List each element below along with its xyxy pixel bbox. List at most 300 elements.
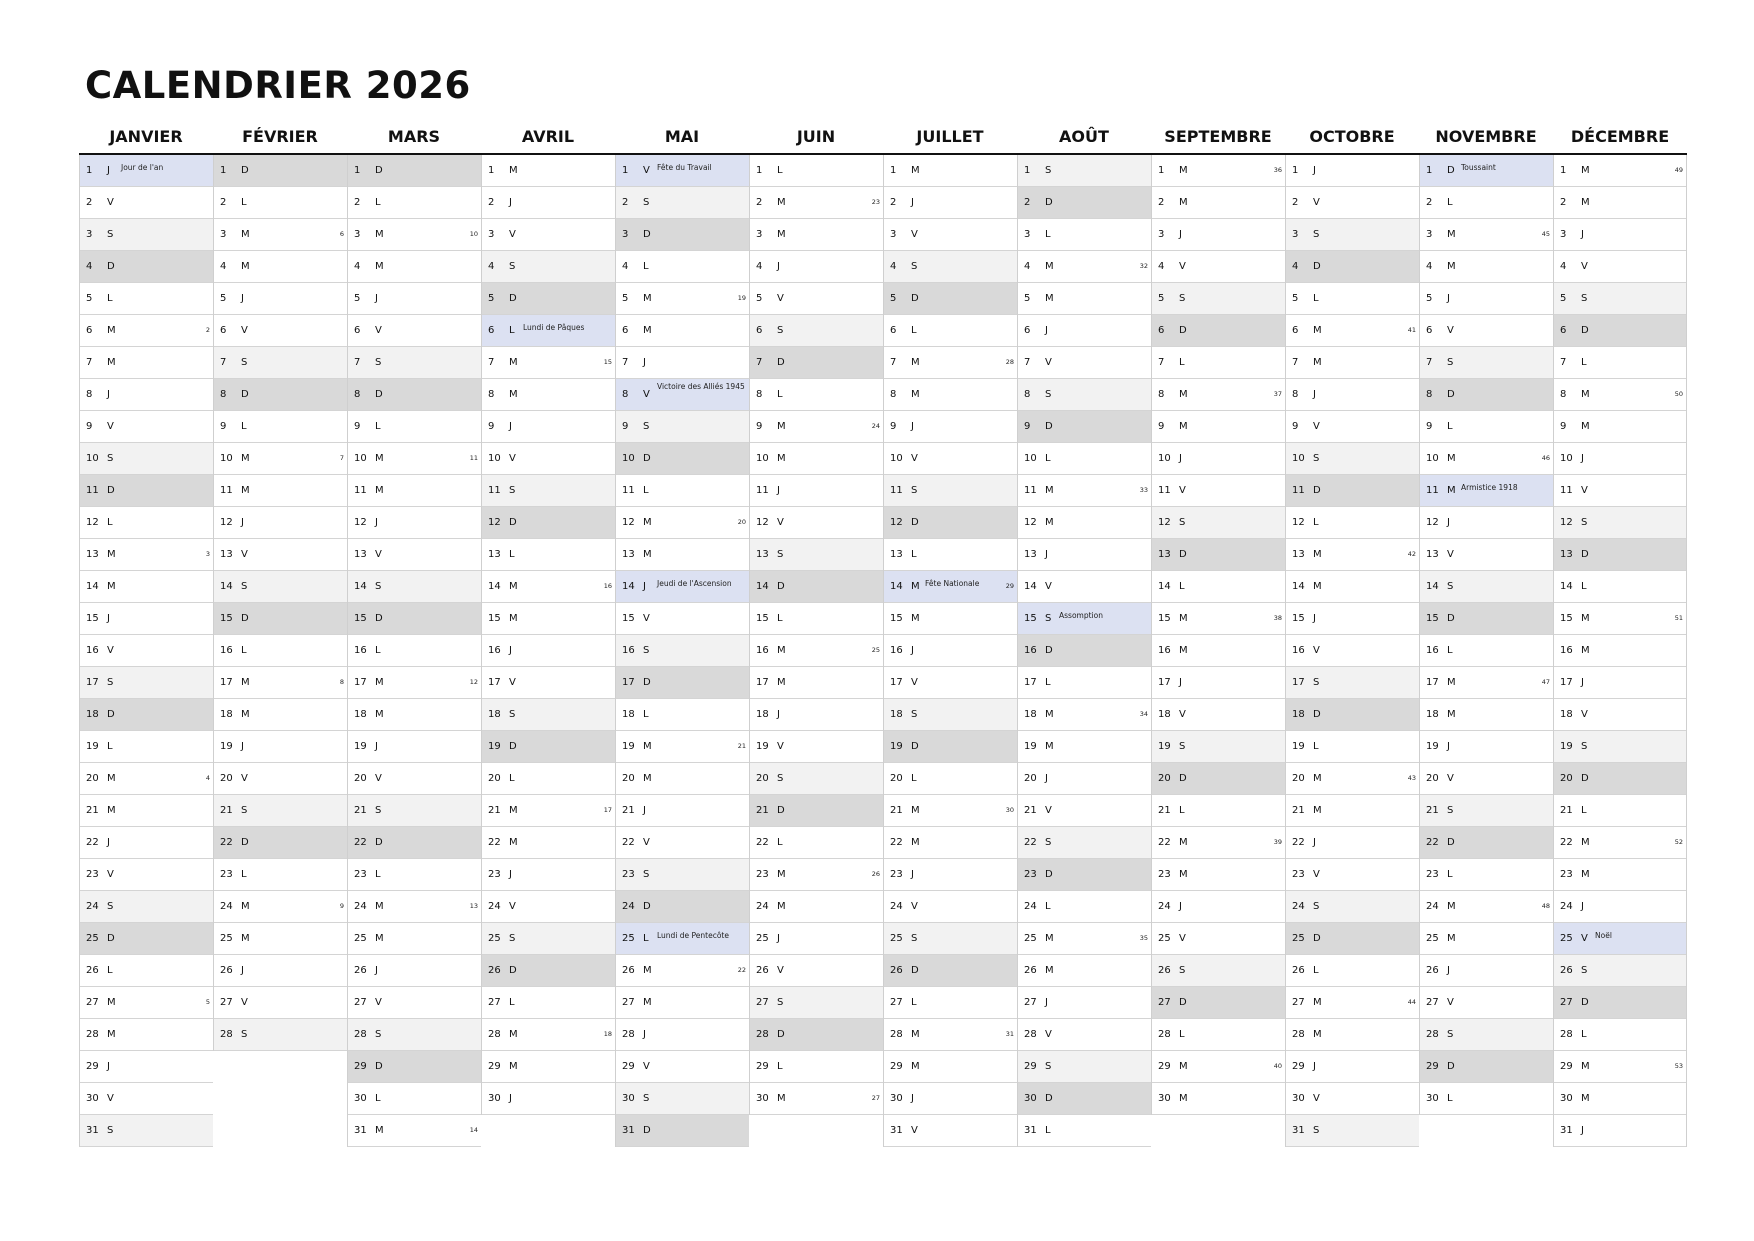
- day-cell: [1554, 507, 1686, 539]
- weekday-letter: J: [1179, 901, 1182, 912]
- day-number: 30: [86, 1093, 99, 1104]
- day-cell: [482, 187, 615, 219]
- weekday-letter: V: [1447, 549, 1454, 560]
- day-number: 27: [756, 997, 769, 1008]
- day-number: 1: [1158, 165, 1165, 176]
- day-cell: [616, 283, 749, 315]
- day-cell: [616, 379, 749, 411]
- day-number: 27: [1024, 997, 1037, 1008]
- day-cell: [1554, 795, 1686, 827]
- day-number: 5: [890, 293, 897, 304]
- weekday-letter: S: [1313, 901, 1320, 912]
- day-number: 13: [488, 549, 501, 560]
- day-cell: [1554, 283, 1686, 315]
- week-number: 26: [871, 870, 880, 878]
- weekday-letter: L: [1581, 581, 1587, 592]
- day-cell: [348, 1019, 481, 1051]
- week-number: 50: [1674, 390, 1683, 398]
- day-cell: [616, 891, 749, 923]
- day-number: 1: [86, 165, 93, 176]
- day-cell: [482, 155, 615, 187]
- day-cell: [884, 1083, 1017, 1115]
- weekday-letter: L: [509, 549, 515, 560]
- day-cell: [1420, 955, 1553, 987]
- weekday-letter: J: [1313, 165, 1316, 176]
- day-number: 14: [1426, 581, 1439, 592]
- day-number: 18: [890, 709, 903, 720]
- weekday-letter: M: [643, 965, 652, 976]
- day-cell: [1286, 763, 1419, 795]
- day-cell: [80, 827, 213, 859]
- day-cell: [80, 379, 213, 411]
- day-number: 6: [890, 325, 897, 336]
- week-number: 33: [1139, 486, 1148, 494]
- day-number: 1: [622, 165, 629, 176]
- day-number: 4: [1024, 261, 1031, 272]
- weekday-letter: S: [1313, 229, 1320, 240]
- weekday-letter: S: [911, 485, 918, 496]
- day-cell: [750, 731, 883, 763]
- day-cell: [1152, 795, 1285, 827]
- day-cell: [1554, 763, 1686, 795]
- day-number: 4: [890, 261, 897, 272]
- day-cell: [750, 635, 883, 667]
- day-number: 13: [890, 549, 903, 560]
- weekday-letter: M: [1313, 357, 1322, 368]
- weekday-letter: D: [375, 389, 383, 400]
- day-cell: [482, 667, 615, 699]
- day-number: 31: [890, 1125, 903, 1136]
- month-days: [1017, 155, 1151, 1147]
- weekday-letter: D: [1179, 549, 1187, 560]
- day-cell: [884, 859, 1017, 891]
- weekday-letter: L: [1447, 1093, 1453, 1104]
- day-number: 25: [1426, 933, 1439, 944]
- weekday-letter: S: [1447, 1029, 1454, 1040]
- day-number: 18: [1292, 709, 1305, 720]
- day-number: 8: [622, 389, 629, 400]
- day-cell: [482, 987, 615, 1019]
- month-column: [749, 120, 883, 1147]
- weekday-letter: M: [1179, 421, 1188, 432]
- day-cell: [1152, 1051, 1285, 1083]
- day-cell: [1420, 603, 1553, 635]
- weekday-letter: L: [911, 549, 917, 560]
- day-cell: [616, 1019, 749, 1051]
- day-cell: [1420, 987, 1553, 1019]
- day-cell: [1152, 443, 1285, 475]
- day-number: 17: [1292, 677, 1305, 688]
- day-cell: [884, 443, 1017, 475]
- weekday-letter: V: [777, 741, 784, 752]
- day-number: 21: [1158, 805, 1171, 816]
- month-column: [1151, 120, 1285, 1147]
- week-number: 32: [1139, 262, 1148, 270]
- day-number: 5: [1158, 293, 1165, 304]
- day-number: 8: [488, 389, 495, 400]
- day-number: 12: [622, 517, 635, 528]
- day-cell: [884, 635, 1017, 667]
- day-cell: [214, 827, 347, 859]
- weekday-letter: L: [375, 645, 381, 656]
- day-cell: [214, 891, 347, 923]
- day-number: 3: [354, 229, 361, 240]
- day-number: 7: [1158, 357, 1165, 368]
- day-cell: [482, 571, 615, 603]
- day-cell: [348, 443, 481, 475]
- weekday-letter: D: [241, 613, 249, 624]
- day-number: 27: [1292, 997, 1305, 1008]
- week-number: 27: [871, 1094, 880, 1102]
- weekday-letter: D: [375, 837, 383, 848]
- day-number: 10: [1426, 453, 1439, 464]
- month-column: [79, 120, 213, 1147]
- day-cell: [80, 603, 213, 635]
- day-number: 9: [220, 421, 227, 432]
- day-cell: [1554, 891, 1686, 923]
- weekday-letter: S: [375, 581, 382, 592]
- weekday-letter: J: [911, 1093, 914, 1104]
- week-number: 44: [1407, 998, 1416, 1006]
- day-cell: [482, 475, 615, 507]
- day-cell: [1018, 699, 1151, 731]
- day-number: 29: [1292, 1061, 1305, 1072]
- weekday-letter: M: [777, 1093, 786, 1104]
- day-cell: [80, 1083, 213, 1115]
- day-cell: [884, 699, 1017, 731]
- day-cell: [1152, 891, 1285, 923]
- month-column: [347, 120, 481, 1147]
- weekday-letter: D: [1447, 389, 1455, 400]
- day-cell: [1152, 923, 1285, 955]
- day-number: 6: [1426, 325, 1433, 336]
- day-number: 30: [1426, 1093, 1439, 1104]
- day-cell: [1018, 955, 1151, 987]
- week-number: 11: [469, 454, 478, 462]
- day-number: 16: [1024, 645, 1037, 656]
- weekday-letter: M: [643, 997, 652, 1008]
- week-number: 17: [603, 806, 612, 814]
- day-number: 10: [622, 453, 635, 464]
- day-cell: [884, 507, 1017, 539]
- weekday-letter: D: [911, 517, 919, 528]
- week-number: 34: [1139, 710, 1148, 718]
- weekday-letter: M: [107, 549, 116, 560]
- day-cell: [1152, 283, 1285, 315]
- weekday-letter: D: [509, 741, 517, 752]
- weekday-letter: D: [241, 165, 249, 176]
- day-cell: [348, 475, 481, 507]
- day-number: 11: [86, 485, 99, 496]
- day-number: 29: [756, 1061, 769, 1072]
- weekday-letter: D: [1447, 837, 1455, 848]
- weekday-letter: S: [643, 421, 650, 432]
- day-number: 13: [1560, 549, 1573, 560]
- weekday-letter: L: [1581, 1029, 1587, 1040]
- day-number: 20: [1024, 773, 1037, 784]
- day-cell: [1420, 859, 1553, 891]
- day-number: 26: [1560, 965, 1573, 976]
- month-days: [1553, 155, 1687, 1147]
- weekday-letter: S: [107, 901, 114, 912]
- weekday-letter: V: [643, 389, 650, 400]
- weekday-letter: V: [643, 837, 650, 848]
- day-cell: [1018, 155, 1151, 187]
- day-cell: [884, 987, 1017, 1019]
- day-cell: [884, 923, 1017, 955]
- day-number: 26: [1158, 965, 1171, 976]
- day-number: 7: [1560, 357, 1567, 368]
- day-number: 10: [1560, 453, 1573, 464]
- day-number: 11: [1158, 485, 1171, 496]
- day-cell: [1286, 251, 1419, 283]
- weekday-letter: S: [1179, 965, 1186, 976]
- day-cell: [80, 635, 213, 667]
- weekday-letter: S: [911, 261, 918, 272]
- weekday-letter: S: [1045, 837, 1052, 848]
- weekday-letter: M: [509, 613, 518, 624]
- day-cell: [1018, 891, 1151, 923]
- day-number: 21: [86, 805, 99, 816]
- day-number: 27: [1426, 997, 1439, 1008]
- day-cell: [750, 795, 883, 827]
- day-cell: [616, 1083, 749, 1115]
- day-number: 24: [1024, 901, 1037, 912]
- weekday-letter: M: [1313, 805, 1322, 816]
- day-number: 12: [890, 517, 903, 528]
- day-cell: [1018, 411, 1151, 443]
- day-cell: [1152, 219, 1285, 251]
- month-header: SEPTEMBRE: [1151, 120, 1285, 155]
- weekday-letter: J: [1313, 1061, 1316, 1072]
- day-cell: [80, 1019, 213, 1051]
- weekday-letter: V: [241, 549, 248, 560]
- weekday-letter: L: [643, 933, 649, 944]
- day-number: 20: [1426, 773, 1439, 784]
- day-cell: [1152, 379, 1285, 411]
- day-cell: [750, 891, 883, 923]
- day-number: 28: [1560, 1029, 1573, 1040]
- day-number: 16: [1426, 645, 1439, 656]
- week-number: 24: [871, 422, 880, 430]
- day-number: 7: [890, 357, 897, 368]
- weekday-letter: M: [1313, 581, 1322, 592]
- day-number: 3: [622, 229, 629, 240]
- weekday-letter: J: [107, 1061, 110, 1072]
- day-cell: [214, 571, 347, 603]
- day-cell: [884, 475, 1017, 507]
- weekday-letter: L: [1313, 293, 1319, 304]
- day-cell: [214, 379, 347, 411]
- weekday-letter: J: [1045, 325, 1048, 336]
- day-cell: [884, 603, 1017, 635]
- month-days: [883, 155, 1017, 1147]
- day-number: 15: [488, 613, 501, 624]
- day-cell: [1286, 891, 1419, 923]
- weekday-letter: V: [911, 1125, 918, 1136]
- day-number: 29: [1158, 1061, 1171, 1072]
- weekday-letter: M: [643, 741, 652, 752]
- day-number: 20: [622, 773, 635, 784]
- day-number: 14: [488, 581, 501, 592]
- weekday-letter: J: [375, 965, 378, 976]
- holiday-name: Jour de l'an: [121, 163, 164, 172]
- month-days: [347, 155, 481, 1147]
- weekday-letter: L: [509, 773, 515, 784]
- day-number: 30: [488, 1093, 501, 1104]
- weekday-letter: V: [911, 677, 918, 688]
- week-number: 2: [205, 326, 210, 334]
- weekday-letter: D: [509, 965, 517, 976]
- day-number: 30: [756, 1093, 769, 1104]
- day-number: 28: [220, 1029, 233, 1040]
- day-number: 19: [756, 741, 769, 752]
- weekday-letter: D: [107, 709, 115, 720]
- day-number: 15: [86, 613, 99, 624]
- month-column: [1285, 120, 1419, 1147]
- weekday-letter: D: [777, 805, 785, 816]
- weekday-letter: V: [509, 677, 516, 688]
- weekday-letter: M: [911, 389, 920, 400]
- weekday-letter: D: [375, 1061, 383, 1072]
- weekday-letter: M: [1313, 549, 1322, 560]
- day-number: 2: [1560, 197, 1567, 208]
- weekday-letter: J: [1581, 901, 1584, 912]
- week-number: 8: [339, 678, 344, 686]
- month-header: MAI: [615, 120, 749, 155]
- day-number: 8: [1158, 389, 1165, 400]
- weekday-letter: S: [1179, 517, 1186, 528]
- weekday-letter: L: [1581, 357, 1587, 368]
- day-cell: [1420, 507, 1553, 539]
- day-cell: [214, 475, 347, 507]
- day-number: 29: [354, 1061, 367, 1072]
- day-number: 24: [1292, 901, 1305, 912]
- weekday-letter: L: [1045, 901, 1051, 912]
- day-number: 5: [1560, 293, 1567, 304]
- day-cell: [1152, 1019, 1285, 1051]
- weekday-letter: L: [1179, 581, 1185, 592]
- weekday-letter: M: [777, 421, 786, 432]
- day-cell: [1152, 603, 1285, 635]
- day-cell: [884, 731, 1017, 763]
- weekday-letter: J: [1045, 773, 1048, 784]
- day-number: 24: [354, 901, 367, 912]
- week-number: 39: [1273, 838, 1282, 846]
- day-number: 24: [1158, 901, 1171, 912]
- weekday-letter: V: [1179, 485, 1186, 496]
- weekday-letter: D: [911, 293, 919, 304]
- day-cell: [884, 155, 1017, 187]
- day-cell: [1152, 1083, 1285, 1115]
- day-cell: [1018, 539, 1151, 571]
- weekday-letter: M: [1045, 741, 1054, 752]
- day-cell: [1420, 155, 1553, 187]
- day-number: 27: [1560, 997, 1573, 1008]
- day-cell: [482, 1083, 615, 1115]
- day-cell: [214, 603, 347, 635]
- day-cell: [750, 859, 883, 891]
- day-cell: [1286, 667, 1419, 699]
- weekday-letter: S: [643, 869, 650, 880]
- day-cell: [482, 827, 615, 859]
- day-number: 4: [622, 261, 629, 272]
- weekday-letter: M: [643, 549, 652, 560]
- day-cell: [1554, 827, 1686, 859]
- day-cell: [80, 315, 213, 347]
- weekday-letter: S: [107, 453, 114, 464]
- weekday-letter: L: [1313, 741, 1319, 752]
- day-cell: [348, 379, 481, 411]
- day-number: 6: [1024, 325, 1031, 336]
- day-number: 23: [354, 869, 367, 880]
- month-days: [615, 155, 749, 1147]
- day-cell: [616, 315, 749, 347]
- day-number: 28: [756, 1029, 769, 1040]
- day-cell: [616, 507, 749, 539]
- weekday-letter: J: [643, 1029, 646, 1040]
- weekday-letter: D: [509, 517, 517, 528]
- holiday-name: Fête du Travail: [657, 163, 712, 172]
- day-cell: [482, 731, 615, 763]
- day-cell: [884, 187, 1017, 219]
- day-number: 4: [1158, 261, 1165, 272]
- weekday-letter: L: [107, 965, 113, 976]
- weekday-letter: D: [1313, 485, 1321, 496]
- week-number: 41: [1407, 326, 1416, 334]
- weekday-letter: S: [1313, 1125, 1320, 1136]
- weekday-letter: M: [241, 453, 250, 464]
- weekday-letter: M: [1581, 645, 1590, 656]
- weekday-letter: D: [1045, 869, 1053, 880]
- day-cell: [482, 635, 615, 667]
- day-number: 1: [1292, 165, 1299, 176]
- day-number: 14: [86, 581, 99, 592]
- day-number: 2: [220, 197, 227, 208]
- weekday-letter: J: [241, 965, 244, 976]
- day-number: 27: [1158, 997, 1171, 1008]
- day-cell: [750, 219, 883, 251]
- weekday-letter: S: [1045, 613, 1052, 624]
- day-cell: [214, 443, 347, 475]
- weekday-letter: M: [241, 485, 250, 496]
- week-number: 13: [469, 902, 478, 910]
- weekday-letter: J: [1581, 229, 1584, 240]
- day-number: 15: [1158, 613, 1171, 624]
- day-number: 12: [1426, 517, 1439, 528]
- weekday-letter: L: [375, 869, 381, 880]
- day-number: 2: [890, 197, 897, 208]
- day-cell: [884, 251, 1017, 283]
- day-number: 28: [354, 1029, 367, 1040]
- day-number: 25: [86, 933, 99, 944]
- weekday-letter: M: [777, 229, 786, 240]
- day-number: 4: [220, 261, 227, 272]
- day-cell: [1286, 411, 1419, 443]
- day-cell: [1018, 667, 1151, 699]
- weekday-letter: J: [107, 165, 110, 176]
- day-cell: [750, 955, 883, 987]
- weekday-letter: S: [777, 549, 784, 560]
- weekday-letter: M: [1179, 837, 1188, 848]
- day-cell: [348, 795, 481, 827]
- day-number: 4: [1560, 261, 1567, 272]
- day-cell: [80, 155, 213, 187]
- day-cell: [80, 283, 213, 315]
- day-cell: [80, 411, 213, 443]
- day-cell: [750, 539, 883, 571]
- weekday-letter: D: [911, 741, 919, 752]
